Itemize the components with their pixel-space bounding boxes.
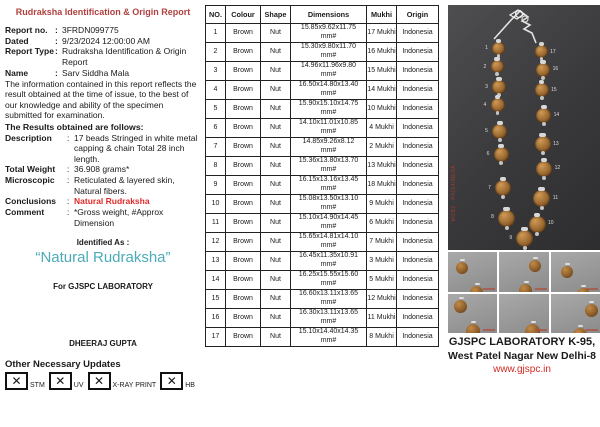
table-cell-dims: 15.10x14.40x14.35 mm# <box>291 328 367 347</box>
table-cell-colour: Brown <box>226 309 261 328</box>
bead-number-label: 7 <box>488 184 491 191</box>
thumbnail-bead-cap <box>459 297 464 299</box>
thumbnail-watermark <box>535 288 547 290</box>
field-label: Comment <box>5 206 45 217</box>
table-cell-dims: 16.45x11.35x10.91 mm# <box>291 252 367 271</box>
table-cell-no: 4 <box>206 81 226 100</box>
detail-thumbnail <box>499 294 548 334</box>
bead-number-label: 8 <box>491 214 494 221</box>
table-cell-origin: Indonesia <box>397 271 439 290</box>
rudraksha-bead <box>529 216 554 233</box>
table-cell-no: 8 <box>206 157 226 176</box>
thumbnail-bead <box>456 262 468 274</box>
table-cell-colour: Brown <box>226 271 261 290</box>
report-result-fields <box>5 133 201 229</box>
table-column-header: Mukhi <box>367 6 397 24</box>
table-row <box>206 233 439 252</box>
table-cell-origin: Indonesia <box>397 62 439 81</box>
table-cell-dims: 15.36x13.80x13.70 mm# <box>291 157 367 176</box>
field-value: *Gross weight, #Approx Dimension <box>74 206 164 228</box>
table-cell-colour: Brown <box>226 62 261 81</box>
rudraksha-bead <box>536 161 561 177</box>
table-cell-mukhi: 5 Mukhi <box>367 271 397 290</box>
table-cell-mukhi: 3 Mukhi <box>367 252 397 271</box>
table-cell-origin: Indonesia <box>397 100 439 119</box>
field-label: Description <box>5 132 52 143</box>
table-cell-mukhi: 13 Mukhi <box>367 157 397 176</box>
bead-number-label: 17 <box>550 49 556 56</box>
table-cell-colour: Brown <box>226 233 261 252</box>
bead-number-label: 14 <box>553 112 560 119</box>
table-cell-colour: Brown <box>226 100 261 119</box>
update-checkbox-label: X-RAY PRINT <box>112 382 157 390</box>
thumbnail-watermark <box>483 288 495 290</box>
table-column-header: Shape <box>261 6 291 24</box>
field-label: Dated <box>5 35 29 46</box>
table-cell-dims: 16.15x13.16x13.45 mm# <box>291 176 367 195</box>
table-row <box>206 309 439 328</box>
thumbnail-bead <box>454 300 467 313</box>
table-cell-origin: Indonesia <box>397 252 439 271</box>
table-cell-no: 17 <box>206 328 226 347</box>
update-checkbox-label: STM <box>30 382 45 390</box>
update-checkbox[interactable]: ✕ <box>49 372 72 390</box>
table-cell-colour: Brown <box>226 195 261 214</box>
table-cell-colour: Brown <box>226 214 261 233</box>
table-cell-shape: Nut <box>261 214 291 233</box>
field-value: Sarv Siddha Mala <box>62 67 130 78</box>
rudraksha-bead <box>486 147 509 162</box>
table-cell-dims: 16.50x14.80x13.40 mm# <box>291 81 367 100</box>
table-row <box>206 195 439 214</box>
table-cell-mukhi: 12 Mukhi <box>367 290 397 309</box>
table-cell-colour: Brown <box>226 43 261 62</box>
field-label: Conclusions <box>5 196 57 207</box>
field-colon: : <box>67 206 70 217</box>
table-cell-dims: 15.65x14.81x14.10 mm# <box>291 233 367 252</box>
update-checklist <box>5 372 201 390</box>
field-label: Total Weight <box>5 164 56 175</box>
thumbnail-watermark <box>586 329 598 331</box>
report-header-fields <box>5 25 201 78</box>
rudraksha-bead <box>483 98 505 112</box>
thumbnail-bead-cap <box>475 283 480 285</box>
field-label: Report Type <box>5 46 54 57</box>
table-cell-colour: Brown <box>226 157 261 176</box>
bead-number-label: 5 <box>485 128 488 134</box>
thumbnail-bead <box>519 284 532 292</box>
table-cell-shape: Nut <box>261 62 291 81</box>
rudraksha-bead <box>536 63 559 77</box>
bead-number-label: 12 <box>554 165 561 172</box>
table-cell-shape: Nut <box>261 81 291 100</box>
bead-number-label: 4 <box>483 102 487 108</box>
table-cell-no: 13 <box>206 252 226 271</box>
field-value: Natural Rudraksha <box>74 196 150 207</box>
table-cell-origin: Indonesia <box>397 24 439 43</box>
detail-thumbnail <box>551 252 600 292</box>
table-row <box>206 328 439 347</box>
table-cell-no: 16 <box>206 309 226 328</box>
field-colon: : <box>55 46 58 57</box>
table-row <box>206 290 439 309</box>
identified-as-label: Identified As : <box>76 238 130 248</box>
table-row <box>206 271 439 290</box>
field-value: 36.908 grams* <box>74 164 130 175</box>
thumbnail-bead <box>466 324 480 334</box>
bead-number-label: 3 <box>485 83 488 90</box>
table-column-header: Colour <box>226 6 261 24</box>
table-header-row <box>206 6 439 24</box>
table-row <box>206 43 439 62</box>
table-cell-mukhi: 4 Mukhi <box>367 119 397 138</box>
detail-thumbnails <box>448 252 600 333</box>
table-row <box>206 176 439 195</box>
photo-watermark: MGB1 : P4114/9B/9A <box>451 165 457 222</box>
table-cell-colour: Brown <box>226 119 261 138</box>
bead-number-label: 9 <box>509 235 513 242</box>
thumbnail-bead <box>529 260 541 272</box>
thumbnail-bead-cap <box>460 259 465 261</box>
table-cell-colour: Brown <box>226 328 261 347</box>
thumbnail-bead-cap <box>531 321 536 323</box>
thumbnail-bead-cap <box>578 325 583 327</box>
table-column-header: NO. <box>206 6 226 24</box>
table-cell-colour: Brown <box>226 24 261 43</box>
mala-photo <box>448 5 600 250</box>
rudraksha-bead <box>533 190 559 207</box>
table-cell-origin: Indonesia <box>397 290 439 309</box>
table-cell-origin: Indonesia <box>397 309 439 328</box>
table-cell-shape: Nut <box>261 290 291 309</box>
disclaimer-text: The information contained in this report reflects the result obtained at the time of issue, to the best of our knowledge and ability of the specimen submitted for examination. <box>5 79 197 121</box>
table-row <box>206 119 439 138</box>
updates-heading: Other Necessary Updates <box>5 359 121 371</box>
thumbnail-bead <box>585 304 598 317</box>
table-cell-shape: Nut <box>261 43 291 62</box>
bead-table-body <box>206 24 439 347</box>
table-cell-mukhi: 15 Mukhi <box>367 62 397 81</box>
table-cell-shape: Nut <box>261 271 291 290</box>
table-cell-dims: 14.10x11.01x10.85 mm# <box>291 119 367 138</box>
bead-number-label: 2 <box>483 63 487 70</box>
bead-number-label: 1 <box>485 45 488 52</box>
thumbnail-watermark <box>535 329 547 331</box>
table-cell-dims: 15.85x9.62x11.75 mm# <box>291 24 367 43</box>
table-cell-no: 1 <box>206 24 226 43</box>
chain-illustration <box>448 5 600 250</box>
thumbnail-bead <box>561 266 573 278</box>
for-laboratory-text: For GJSPC LABORATORY <box>53 282 153 292</box>
table-cell-no: 7 <box>206 138 226 157</box>
table-cell-dims: 15.30x9.80x11.70 mm# <box>291 43 367 62</box>
table-cell-mukhi: 14 Mukhi <box>367 81 397 100</box>
table-column-header: Origin <box>397 6 439 24</box>
bead-number-label: 11 <box>552 194 559 201</box>
table-row <box>206 252 439 271</box>
thumbnail-bead <box>470 286 483 292</box>
table-cell-mukhi: 9 Mukhi <box>367 195 397 214</box>
table-cell-origin: Indonesia <box>397 176 439 195</box>
table-cell-dims: 16.25x15.55x15.60 mm# <box>291 271 367 290</box>
table-cell-origin: Indonesia <box>397 43 439 62</box>
rudraksha-bead <box>485 80 506 94</box>
table-cell-shape: Nut <box>261 252 291 271</box>
lab-address: West Patel Nagar New Delhi-8 <box>447 349 597 362</box>
table-row <box>206 214 439 233</box>
field-colon: : <box>55 67 58 78</box>
lab-address-block <box>444 336 600 375</box>
identified-as-block <box>5 238 201 266</box>
table-cell-dims: 15.90x15.10x14.75 mm# <box>291 100 367 119</box>
table-cell-dims: 15.08x13.50x13.10 mm# <box>291 195 367 214</box>
table-cell-shape: Nut <box>261 233 291 252</box>
table-cell-mukhi: 6 Mukhi <box>367 214 397 233</box>
table-cell-mukhi: 16 Mukhi <box>367 43 397 62</box>
thumbnail-bead-cap <box>471 321 476 323</box>
thumbnail-bead-cap <box>524 281 529 283</box>
bead-number-label: 16 <box>552 66 559 73</box>
rudraksha-bead <box>483 60 504 73</box>
table-cell-origin: Indonesia <box>397 233 439 252</box>
bead-number-label: 10 <box>547 220 554 227</box>
thumbnail-watermark <box>483 329 495 331</box>
table-cell-shape: Nut <box>261 176 291 195</box>
table-cell-no: 6 <box>206 119 226 138</box>
update-checkbox[interactable]: ✕ <box>160 372 183 390</box>
bead-number-label: 13 <box>553 140 559 147</box>
table-cell-mukhi: 10 Mukhi <box>367 100 397 119</box>
field-value: Rudraksha Identification & Origin Report <box>62 46 187 67</box>
field-colon: : <box>67 196 70 207</box>
table-cell-no: 11 <box>206 214 226 233</box>
bead-table <box>205 5 439 347</box>
lab-name: GJSPC LABORATORY K-95, <box>448 336 596 348</box>
table-cell-no: 12 <box>206 233 226 252</box>
table-cell-origin: Indonesia <box>397 81 439 100</box>
thumbnail-bead <box>573 328 587 334</box>
field-label: Microscopic <box>5 175 55 186</box>
update-checkbox[interactable]: ✕ <box>5 372 28 390</box>
table-cell-shape: Nut <box>261 309 291 328</box>
rudraksha-bead <box>535 136 559 152</box>
field-value: 9/23/2024 12:00:00 AM <box>62 35 150 46</box>
field-value: 17 beads Stringed in white metal capping & chain Total 28 inch length. <box>74 132 198 164</box>
table-cell-colour: Brown <box>226 138 261 157</box>
table-cell-origin: Indonesia <box>397 328 439 347</box>
rudraksha-bead <box>535 83 557 97</box>
table-cell-origin: Indonesia <box>397 138 439 157</box>
table-row <box>206 62 439 81</box>
table-cell-mukhi: 7 Mukhi <box>367 233 397 252</box>
table-cell-colour: Brown <box>226 290 261 309</box>
detail-thumbnail <box>551 294 600 334</box>
lab-website-link[interactable]: www.gjspc.in <box>493 363 551 375</box>
table-cell-shape: Nut <box>261 157 291 176</box>
table-cell-mukhi: 11 Mukhi <box>367 309 397 328</box>
table-cell-mukhi: 17 Mukhi <box>367 24 397 43</box>
table-row <box>206 81 439 100</box>
table-cell-origin: Indonesia <box>397 195 439 214</box>
results-heading: The Results obtained are follows: <box>5 121 144 132</box>
table-cell-shape: Nut <box>261 195 291 214</box>
field-value: 3FRDN099775 <box>62 25 119 35</box>
table-cell-no: 5 <box>206 100 226 119</box>
update-checkbox[interactable]: ✕ <box>88 372 111 390</box>
table-cell-shape: Nut <box>261 24 291 43</box>
table-cell-shape: Nut <box>261 328 291 347</box>
update-checkbox-label: UV <box>73 382 84 390</box>
table-cell-shape: Nut <box>261 138 291 157</box>
identified-as-value: “Natural Rudraksha” <box>35 249 171 267</box>
thumbnail-bead-cap <box>533 257 538 259</box>
detail-thumbnail <box>448 294 497 334</box>
table-cell-colour: Brown <box>226 176 261 195</box>
field-label: Name <box>5 67 29 78</box>
table-cell-mukhi: 18 Mukhi <box>367 176 397 195</box>
table-cell-dims: 14.96x11.96x9.80 mm# <box>291 62 367 81</box>
table-cell-origin: Indonesia <box>397 214 439 233</box>
field-colon: : <box>55 25 58 35</box>
table-cell-origin: Indonesia <box>397 119 439 138</box>
table-row <box>206 24 439 43</box>
table-cell-mukhi: 2 Mukhi <box>367 138 397 157</box>
table-cell-dims: 16.30x13.11x13.65 mm# <box>291 309 367 328</box>
table-column-header: Dimensions <box>291 6 367 24</box>
rudraksha-bead <box>491 210 515 227</box>
field-value: Reticulated & layered skin, Natural fibers. <box>74 175 175 196</box>
field-label: Report no. <box>5 25 48 35</box>
thumbnail-watermark <box>586 288 598 290</box>
update-checkbox-label: HB <box>185 382 195 390</box>
bead-number-label: 6 <box>486 151 490 158</box>
detail-thumbnail <box>448 252 497 292</box>
field-colon: : <box>67 175 70 186</box>
table-row <box>206 157 439 176</box>
table-cell-shape: Nut <box>261 119 291 138</box>
table-cell-dims: 16.60x13.11x13.65 mm# <box>291 290 367 309</box>
rudraksha-bead <box>485 42 505 55</box>
table-cell-no: 9 <box>206 176 226 195</box>
table-cell-no: 3 <box>206 62 226 81</box>
signatory-name: DHEERAJ GUPTA <box>69 339 137 349</box>
page-title: Rudraksha Identification & Origin Report <box>15 7 191 17</box>
table-cell-shape: Nut <box>261 100 291 119</box>
table-cell-origin: Indonesia <box>397 157 439 176</box>
table-cell-no: 14 <box>206 271 226 290</box>
table-cell-dims: 14.85x9.26x8.12 mm# <box>291 138 367 157</box>
table-cell-no: 15 <box>206 290 226 309</box>
rudraksha-bead <box>536 108 560 123</box>
rudraksha-bead <box>535 45 556 58</box>
thumbnail-bead-cap <box>589 301 594 303</box>
table-cell-mukhi: 8 Mukhi <box>367 328 397 347</box>
bead-number-label: 15 <box>551 87 557 94</box>
field-colon: : <box>55 35 58 46</box>
rudraksha-bead <box>485 124 507 139</box>
field-colon: : <box>67 132 70 143</box>
table-cell-no: 2 <box>206 43 226 62</box>
table-cell-colour: Brown <box>226 81 261 100</box>
thumbnail-bead-cap <box>565 263 570 265</box>
field-colon: : <box>67 164 70 175</box>
table-row <box>206 100 439 119</box>
table-cell-colour: Brown <box>226 252 261 271</box>
report-left-panel <box>5 4 201 390</box>
table-cell-dims: 15.10x14.90x14.45 mm# <box>291 214 367 233</box>
detail-thumbnail <box>499 252 548 292</box>
table-row <box>206 138 439 157</box>
table-cell-no: 10 <box>206 195 226 214</box>
